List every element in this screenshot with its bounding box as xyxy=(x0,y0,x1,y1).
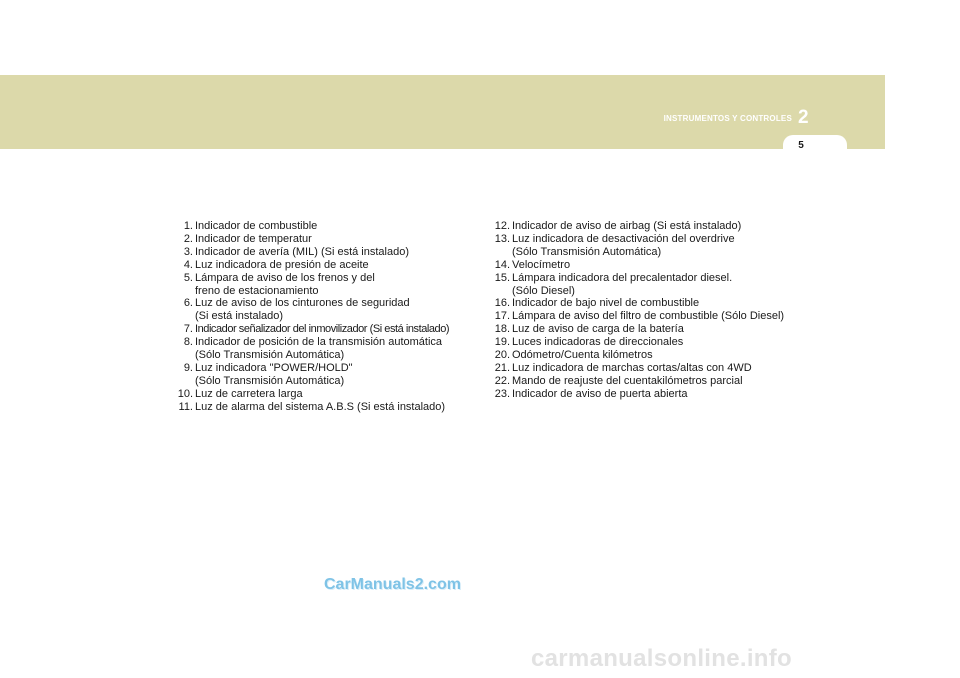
item-number: 21. xyxy=(494,361,510,374)
item-number: 17. xyxy=(494,310,510,323)
item-number: 15. xyxy=(494,271,510,284)
item-text: Luz indicadora de desactivación del overdrive xyxy=(512,232,735,245)
item-text-continued: freno de estacionamiento xyxy=(195,284,319,297)
list-item xyxy=(490,272,810,298)
page-number: 5 xyxy=(798,140,804,151)
item-text: Luz indicadora de presión de aceite xyxy=(195,258,369,271)
item-text: Luz de carretera larga xyxy=(195,387,303,400)
list-item xyxy=(170,297,475,323)
item-number: 4. xyxy=(183,258,193,271)
item-number: 1. xyxy=(183,220,193,232)
item-text: Luz indicadora de marchas cortas/altas con 4WD xyxy=(512,361,752,374)
item-number: 16. xyxy=(494,297,510,310)
watermark-text: carmanualsonline.info xyxy=(531,645,793,672)
item-number: 11. xyxy=(178,400,193,413)
item-number: 2. xyxy=(183,232,193,245)
item-number: 6. xyxy=(183,297,193,310)
item-text: Luz de alarma del sistema A.B.S (Si está instalado) xyxy=(195,400,446,413)
list-item xyxy=(490,388,810,401)
list-item xyxy=(170,336,475,362)
list-item xyxy=(170,388,475,401)
list-item xyxy=(170,323,475,336)
list-item xyxy=(170,246,475,259)
chapter-number: 2 xyxy=(798,107,809,128)
list-item xyxy=(490,336,810,349)
list-item xyxy=(170,272,475,298)
item-text: Odómetro/Cuenta kilómetros xyxy=(512,349,653,362)
list-item xyxy=(490,220,810,233)
item-text: Indicador señalizador del inmovilizador (Si está instalado) xyxy=(195,323,450,336)
list-item xyxy=(490,349,810,362)
item-number: 23. xyxy=(494,387,510,400)
item-number: 20. xyxy=(494,349,510,362)
item-number: 12. xyxy=(494,220,510,232)
item-text: Indicador de aviso de puerta abierta xyxy=(512,387,688,400)
item-number: 18. xyxy=(494,323,510,336)
list-item xyxy=(170,259,475,272)
item-text: Luz indicadora "POWER/HOLD" xyxy=(195,361,353,374)
item-text: Luces indicadoras de direccionales xyxy=(512,336,684,349)
item-number: 19. xyxy=(494,336,510,349)
item-number: 8. xyxy=(183,336,193,349)
header-band xyxy=(0,75,885,149)
item-text: Indicador de temperatur xyxy=(195,232,312,245)
item-text: Indicador de posición de la transmisión automática xyxy=(195,336,443,349)
item-text: Velocímetro xyxy=(512,258,571,271)
item-number: 7. xyxy=(183,323,193,336)
item-number: 9. xyxy=(183,361,193,374)
section-title: INSTRUMENTOS Y CONTROLES xyxy=(663,114,792,123)
item-text: Mando de reajuste del cuentakilómetros parcial xyxy=(512,374,743,387)
list-item xyxy=(490,259,810,272)
item-text: Lámpara indicadora del precalentador diesel. xyxy=(512,271,733,284)
list-item xyxy=(490,310,810,323)
legend-list-left xyxy=(170,220,475,414)
item-number: 5. xyxy=(183,271,193,284)
item-text-continued: (Sólo Diesel) xyxy=(512,284,575,297)
list-item xyxy=(170,233,475,246)
item-text: Indicador de combustible xyxy=(195,220,318,232)
item-number: 10. xyxy=(177,387,193,400)
list-item xyxy=(490,233,810,259)
item-number: 22. xyxy=(494,374,510,387)
item-text: Indicador de avería (MIL) (Si está instalado) xyxy=(195,245,409,258)
item-number: 13. xyxy=(494,232,510,245)
item-text: Lámpara de aviso del filtro de combustible (Sólo Diesel) xyxy=(512,310,785,323)
item-number: 14. xyxy=(494,258,510,271)
item-text-continued: (Si está instalado) xyxy=(195,310,284,323)
list-item xyxy=(170,362,475,388)
legend-list-right xyxy=(490,220,810,401)
watermark-link[interactable]: CarManuals2.com xyxy=(324,576,461,593)
item-text: Luz de aviso de los cinturones de seguridad xyxy=(195,297,410,310)
list-item xyxy=(490,362,810,375)
item-text: Indicador de aviso de airbag (Si está instalado) xyxy=(512,220,742,232)
list-item xyxy=(490,323,810,336)
list-item xyxy=(490,375,810,388)
item-text-continued: (Sólo Transmisión Automática) xyxy=(195,349,345,362)
item-text: Indicador de bajo nivel de combustible xyxy=(512,297,700,310)
item-text: Lámpara de aviso de los frenos y del xyxy=(195,271,375,284)
item-text-continued: (Sólo Transmisión Automática) xyxy=(512,245,662,258)
item-text: Luz de aviso de carga de la batería xyxy=(512,323,684,336)
list-item xyxy=(170,220,475,233)
list-item xyxy=(490,297,810,310)
item-text-continued: (Sólo Transmisión Automática) xyxy=(195,374,345,387)
list-item xyxy=(170,401,475,414)
item-number: 3. xyxy=(183,245,193,258)
